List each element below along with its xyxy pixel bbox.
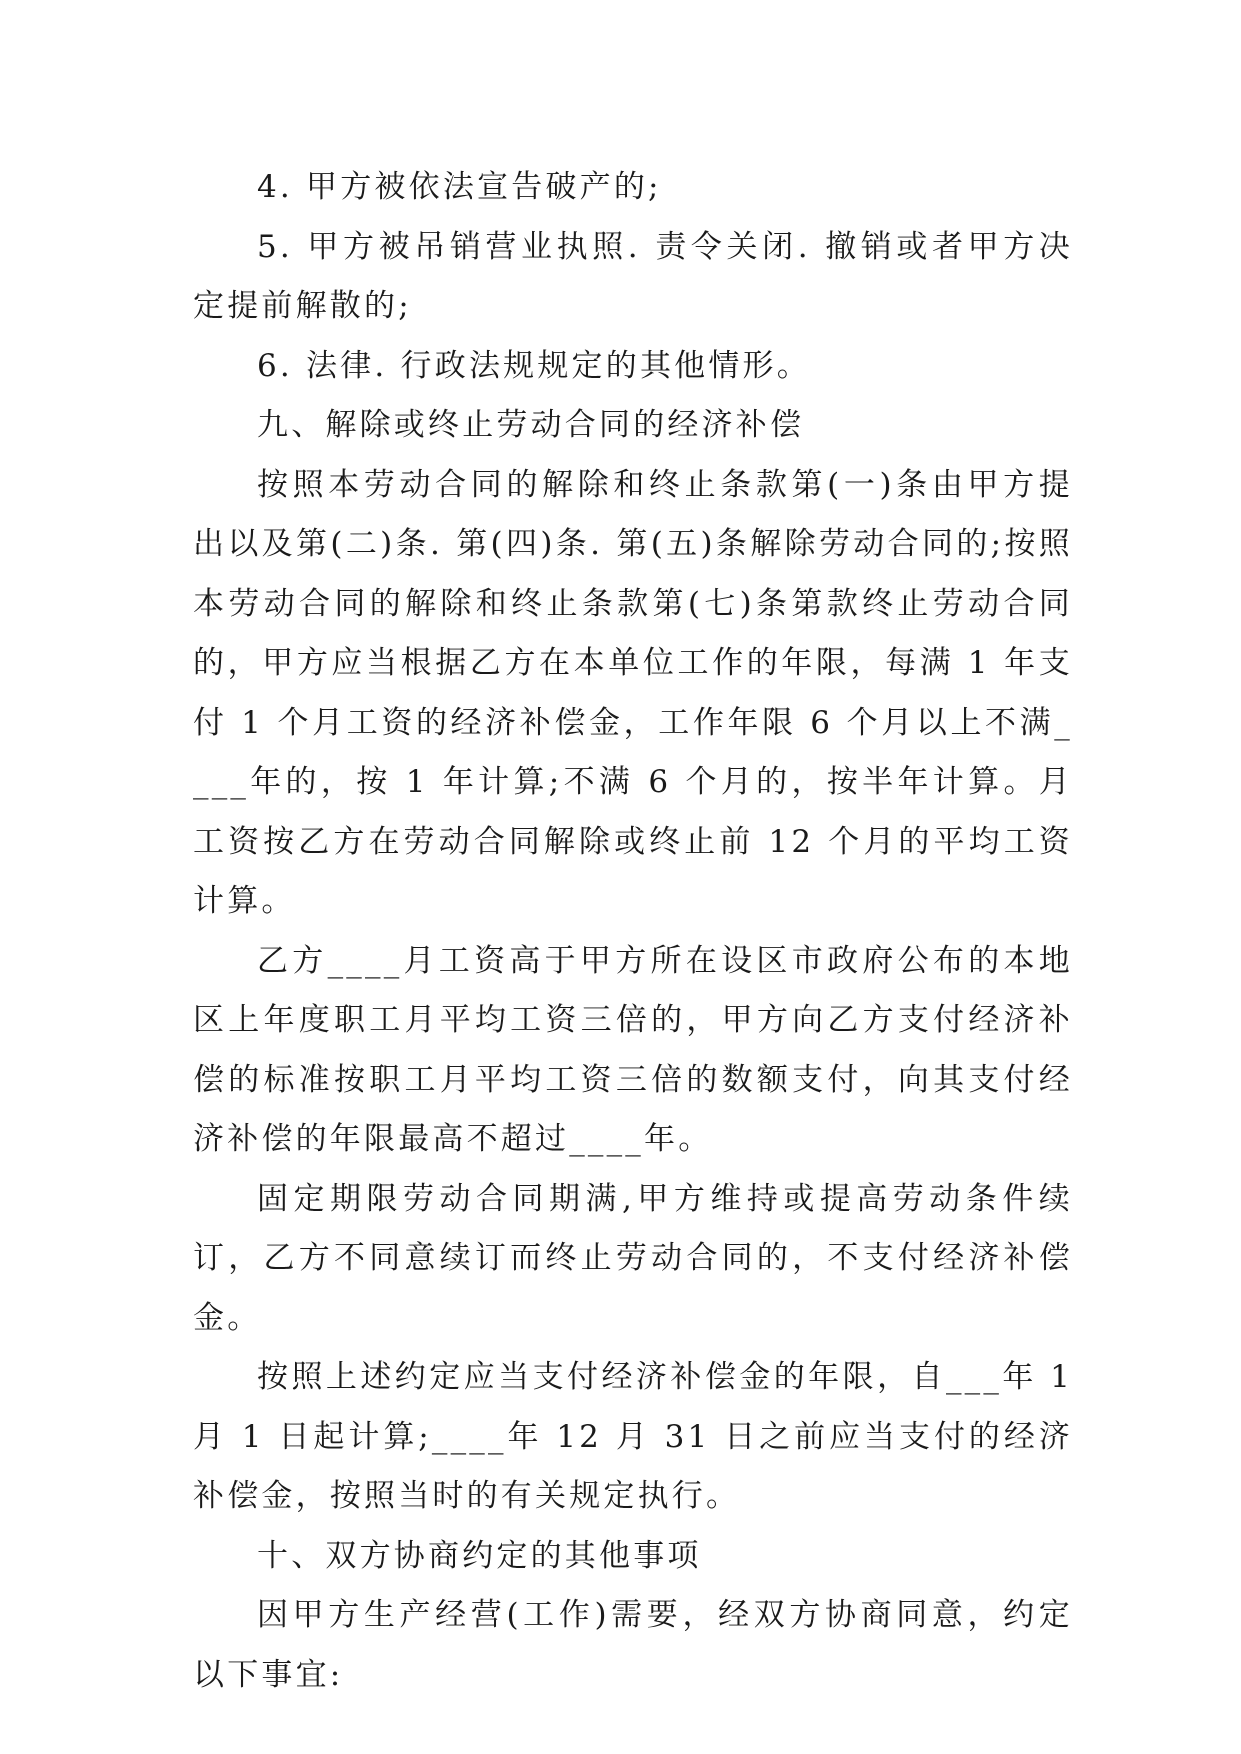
paragraph-compensation-period: 按照上述约定应当支付经济补偿金的年限，自___年 1 月 1 日起计算;____年 12 月 31 日之前应当支付的经济补偿金，按照当时的有关规定执行。: [193, 1359, 1073, 1514]
paragraph-high-wage-cap: 乙方____月工资高于甲方所在设区市政府公布的本地区上年度职工月平均工资三倍的，甲方向乙方支付经济补偿的标准按职工月平均工资三倍的数额支付，向其支付经济补偿的年限最高不超过____年。: [193, 942, 1073, 1157]
section-heading-9: 九、解除或终止劳动合同的经济补偿: [257, 407, 805, 443]
paragraph-compensation-rules: 按照本劳动合同的解除和终止条款第(一)条由甲方提出以及第(二)条. 第(四)条. 第(五)条解除劳动合同的;按照本劳动合同的解除和终止条款第(七)条第款终止劳动合同的，甲方应当根据乙方在本单位工作的年限，每满 1 年支付 1 个月工资的经济补偿金，工作年限 6 个月以上不满____年的，按 1 年计算;不满 6 个月的，按半年计算。月工资按乙方在劳动合同解除或终止前 12 个月的平均工资计算。: [193, 466, 1073, 919]
clause-item-4: 4. 甲方被依法宣告破产的;: [257, 169, 662, 205]
document-body: [193, 158, 1073, 1705]
paragraph-other-matters: 因甲方生产经营(工作)需要，经双方协商同意，约定以下事宜:: [193, 1597, 1073, 1693]
clause-item-5: 5. 甲方被吊销营业执照. 责令关闭. 撤销或者甲方决定提前解散的;: [193, 228, 1073, 324]
paragraph-fixed-term-expiry: 固定期限劳动合同期满,甲方维持或提高劳动条件续订，乙方不同意续订而终止劳动合同的，不支付经济补偿金。: [193, 1180, 1073, 1336]
clause-item-6: 6. 法律. 行政法规规定的其他情形。: [257, 347, 811, 384]
section-heading-10: 十、双方协商约定的其他事项: [257, 1537, 702, 1574]
